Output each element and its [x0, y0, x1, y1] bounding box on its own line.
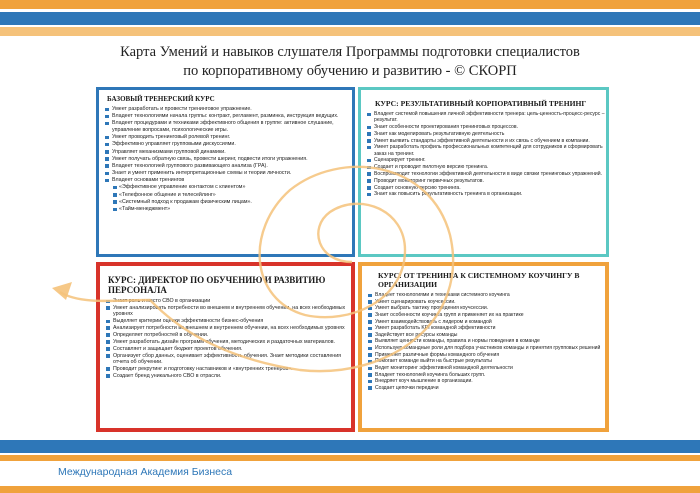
list-item: Владеет технологией коучинга больших групп.: [362, 372, 605, 378]
list-item: Знает роль и место СВО в организации: [100, 298, 351, 304]
list-item: Выявляет ценности команды, правила и нормы поведения в команде: [362, 338, 605, 344]
panel-title: КУРС: ДИРЕКТОР ПО ОБУЧЕНИЮ И РАЗВИТИЮ ПЕРСОНАЛА: [108, 275, 326, 295]
list-item: Проводит рекрутинг и подготовку наставников и «внутренних тренеров».: [100, 366, 351, 372]
list-item: Умеет анализировать потребности во внешнем и внутреннем обучении, на всех необходимых уровнях: [100, 305, 351, 318]
list-item: Умеет выявить стандарты эффективной деятельности и их связь с обучением в компании.: [361, 138, 606, 144]
list-item: Знает особенности коучинга групп и применяет их на практике: [362, 312, 605, 318]
skills-list: [100, 298, 351, 379]
list-item: Владеет основами тренингов: [99, 177, 352, 184]
list-item: Помогает команде выйти на быстрые результаты: [362, 358, 605, 364]
page-title: [0, 43, 700, 81]
panel-title: КУРС: ОТ ТРЕНИНГА К СИСТЕМНОМУ КОУЧИНГУ В ОРГАНИЗАЦИИ: [378, 271, 580, 289]
list-item: Знает как моделировать результативную деятельность: [361, 131, 606, 137]
panel-title: БАЗОВЫЙ ТРЕНЕРСКИЙ КУРС: [107, 95, 215, 103]
list-item: Выделяет критерии оценки эффективности бизнес-обучения: [100, 318, 351, 324]
list-item: Владеет технологиями начала группы: контракт, регламент, разминка, инструкция ведущих.: [99, 113, 352, 120]
bottom-orange-stripe-2: [0, 486, 700, 493]
list-item: Умеет разработать KPI командной эффективности: [362, 325, 605, 331]
list-item: Умеет проводить тренинговый ролевой тренинг.: [99, 134, 352, 141]
list-item: Умеет разработать и провести тренинговое упражнение.: [99, 106, 352, 113]
list-item: Знает особенности проектирования тренинговых процессов.: [361, 124, 606, 130]
list-item: Организует сбор данных, оценивает эффективность обучения. Знает методики составления отчета об обучении.: [100, 353, 351, 366]
list-item: Владеет технологией группового развивающего анализа (ГРА).: [99, 163, 352, 170]
list-item: Создает и проводит пилотную версию тренинга.: [361, 164, 606, 170]
panel-basic-trainer-course: [96, 87, 355, 257]
list-item: Создает бренд уникального СВО в отрасли.: [100, 373, 351, 379]
list-item: Умеет выбрать тактику проведения коучсессии.: [362, 305, 605, 311]
list-item: Эффективно управляет групповыми дискуссиями.: [99, 141, 352, 148]
list-item: Знает и умеет применить интерпретационные схемы и теории личности.: [99, 170, 352, 177]
top-light-orange-stripe: [0, 27, 700, 36]
list-item: Задействует все ресурсы команды: [362, 332, 605, 338]
bottom-orange-stripe: [0, 455, 700, 461]
skills-list: [361, 111, 606, 198]
list-item: Сценарирует тренинг.: [361, 157, 606, 163]
list-subitem: «Телефонное общение и телесейлинг»: [99, 192, 352, 199]
top-orange-stripe: [0, 0, 700, 9]
title-line-2: по корпоративному обучению и развитию - © СКОРП: [183, 63, 517, 79]
list-item: Определяет потребностей в обучении.: [100, 332, 351, 338]
list-item: Умеет разработать дизайн программ обучения, методических и раздаточных материалов.: [100, 339, 351, 345]
skills-list: [362, 292, 605, 391]
list-item: Проводит мониторинг первичных результатов.: [361, 178, 606, 184]
list-item: Умеет взаимодействовать с лидером и командой: [362, 319, 605, 325]
list-item: Умеет получать обратную связь, провести шеринг, подвести итоги упражнения.: [99, 156, 352, 163]
list-item: Знает как повысить результативность тренинга в организации.: [361, 191, 606, 197]
list-item: Анализирует потребности во внешнем и внутреннем обучении, на всех необходимых уровнях: [100, 325, 351, 331]
panel-training-director-course: [96, 262, 355, 432]
list-item: Владеет процедурами и техниками эффективного общения в группе: активное слушание, управление вопросами, психологические игры.: [99, 120, 352, 133]
list-item: Владеет системой повышения личной эффективности тренера: цель-ценность-процесс-ресурс – результат.: [361, 111, 606, 123]
list-subitem: «Эффективное управление контактом с клиентом»: [99, 184, 352, 191]
list-item: Умеет сценарировать коучсессии.: [362, 299, 605, 305]
list-item: Умеет разработать профиль профессиональных компетенций для сотрудников и сформировать заказ на тренинг.: [361, 144, 606, 156]
skills-list: [99, 106, 352, 213]
bottom-blue-stripe: [0, 440, 700, 453]
list-item: Составляет и защищает бюджет проектов обучения.: [100, 346, 351, 352]
top-blue-stripe: [0, 12, 700, 25]
list-item: Создает цепочки передачи: [362, 385, 605, 391]
panel-systemic-coaching-course: [358, 262, 609, 432]
list-item: Управляет механизмами групповой динамики.: [99, 149, 352, 156]
list-item: Владеет технологиями и техниками системного коучинга: [362, 292, 605, 298]
panel-title: КУРС: РЕЗУЛЬТАТИВНЫЙ КОРПОРАТИВНЫЙ ТРЕНИНГ: [375, 99, 587, 108]
list-item: Создает основную версию тренинга.: [361, 185, 606, 191]
title-line-1: Карта Умений и навыков слушателя Программы подготовки специалистов: [120, 44, 580, 60]
list-subitem: «Тайм-менеджмент»: [99, 206, 352, 213]
footer-academy-name: Международная Академия Бизнеса: [58, 466, 233, 478]
panel-corporate-training-course: [358, 87, 609, 257]
list-item: Использует командные роли для подбора участников команды и принятия групповых решений: [362, 345, 605, 351]
list-item: Внедряет коуч мышление в организации.: [362, 378, 605, 384]
list-item: Воспроизводит технологии эффективной деятельности в виде связки тренинговых упражнений.: [361, 171, 606, 177]
list-item: Применяет различные формы командного обучения: [362, 352, 605, 358]
list-item: Ведет мониторинг эффективной командной деятельности: [362, 365, 605, 371]
list-subitem: «Системный подход к продажам физическим лицам».: [99, 199, 352, 206]
